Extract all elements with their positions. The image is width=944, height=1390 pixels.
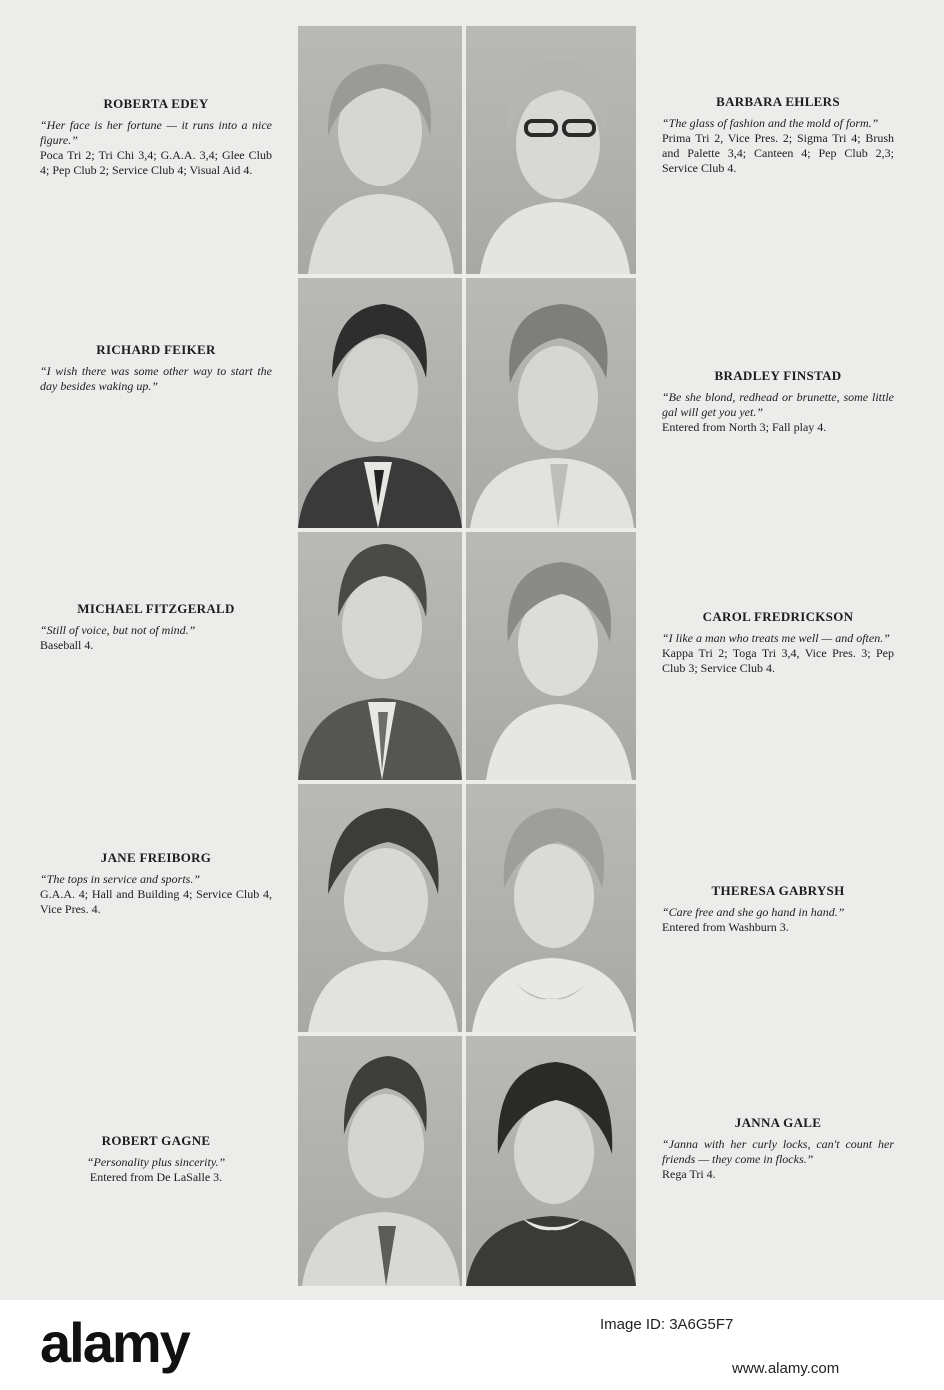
student-activities: G.A.A. 4; Hall and Building 4; Service Club 4, Vice Pres. 4. — [40, 887, 272, 916]
portrait-roberta-edey — [298, 26, 462, 274]
student-entry — [662, 94, 894, 176]
student-quote: “I like a man who treats me well — and often.” — [662, 631, 890, 645]
student-entry — [662, 368, 894, 435]
student-activities: Kappa Tri 2; Toga Tri 3,4, Vice Pres. 3; Pep Club 3; Service Club 4. — [662, 646, 894, 675]
student-activities: Poca Tri 2; Tri Chi 3,4; G.A.A. 3,4; Glee Club 4; Pep Club 2; Service Club 4; Visual Aid 4. — [40, 148, 272, 177]
image-id: Image ID: 3A6G5F7 — [600, 1316, 734, 1333]
portrait-jane-freiborg — [298, 784, 462, 1032]
student-quote: “Still of voice, but not of mind.” — [40, 623, 196, 637]
student-name: CAROL FREDRICKSON — [702, 609, 854, 624]
student-activities: Rega Tri 4. — [662, 1167, 716, 1181]
student-entry — [40, 1133, 272, 1185]
student-entry — [662, 883, 894, 935]
student-activities: Entered from North 3; Fall play 4. — [662, 420, 827, 434]
portrait-janna-gale — [466, 1036, 636, 1286]
student-entry — [662, 609, 894, 676]
portrait-richard-feiker — [298, 278, 462, 528]
student-quote: “Personality plus sincerity.” — [86, 1155, 226, 1169]
student-quote: “Care free and she go hand in hand.” — [662, 905, 845, 919]
student-entry — [40, 342, 272, 394]
student-activities: Prima Tri 2, Vice Pres. 2; Sigma Tri 4; Brush and Palette 3,4; Canteen 4; Pep Club 2,3; Service Club 4. — [662, 131, 894, 175]
student-entry — [40, 96, 272, 178]
student-name: JANE FREIBORG — [100, 850, 212, 865]
student-activities: Entered from De LaSalle 3. — [89, 1170, 223, 1184]
student-name: BARBARA EHLERS — [716, 94, 840, 109]
student-quote: “Her face is her fortune — it runs into a nice figure.” — [40, 118, 272, 147]
student-activities: Baseball 4. — [40, 638, 94, 652]
portrait-theresa-gabrysh — [466, 784, 636, 1032]
student-name: RICHARD FEIKER — [96, 342, 216, 357]
student-quote: “Be she blond, redhead or brunette, some little gal will get you yet.” — [662, 390, 894, 419]
student-entry — [40, 601, 272, 653]
student-name: ROBERTA EDEY — [103, 96, 209, 111]
student-name: MICHAEL FITZGERALD — [77, 601, 235, 616]
student-name: JANNA GALE — [734, 1115, 822, 1130]
student-quote: “The glass of fashion and the mold of form.” — [662, 116, 879, 130]
student-quote: “The tops in service and sports.” — [40, 872, 201, 886]
site-url: www.alamy.com — [732, 1360, 840, 1377]
student-quote: “Janna with her curly locks, can't count her friends — they come in flocks.” — [662, 1137, 894, 1166]
student-quote: “I wish there was some other way to start the day besides waking up.” — [40, 364, 272, 393]
portrait-bradley-finstad — [466, 278, 636, 528]
portrait-michael-fitzgerald — [298, 532, 462, 780]
student-name: BRADLEY FINSTAD — [714, 368, 842, 383]
student-activities: Entered from Washburn 3. — [662, 920, 789, 934]
portrait-carol-fredrickson — [466, 532, 636, 780]
portrait-barbara-ehlers — [466, 26, 636, 274]
student-name: THERESA GABRYSH — [711, 883, 845, 898]
student-name: ROBERT GAGNE — [101, 1133, 211, 1148]
alamy-logo: alamy — [40, 1311, 189, 1374]
student-entry — [662, 1115, 894, 1182]
portrait-robert-gagne — [298, 1036, 462, 1286]
student-entry — [40, 850, 272, 917]
